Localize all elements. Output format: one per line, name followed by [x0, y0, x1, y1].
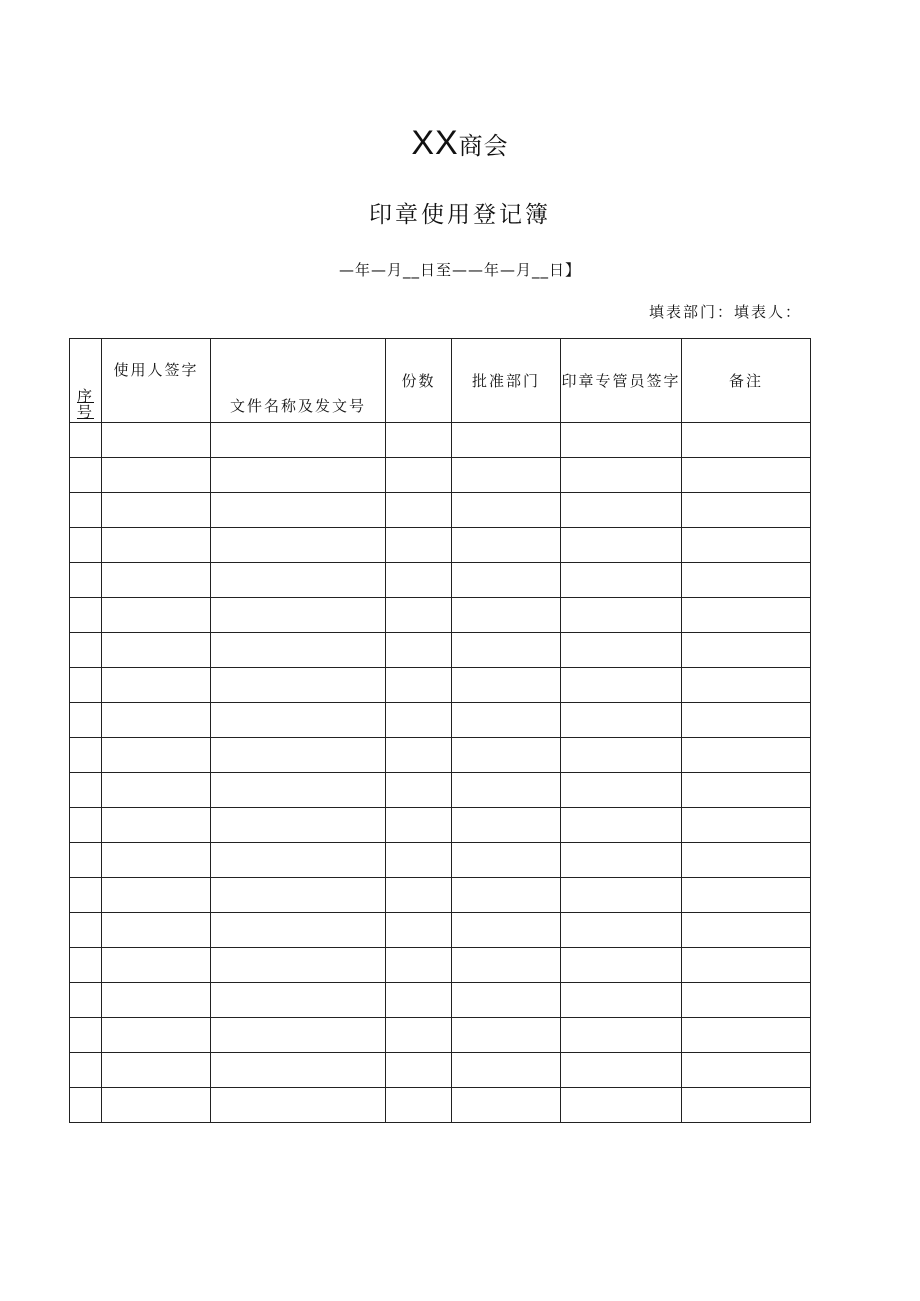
table-cell[interactable] [682, 563, 811, 598]
table-cell[interactable] [386, 528, 452, 563]
header-copies: 份数 [386, 339, 452, 423]
table-row [70, 563, 811, 598]
table-cell[interactable] [211, 598, 386, 633]
table-cell[interactable] [452, 843, 561, 878]
table-cell[interactable] [561, 458, 682, 493]
table-cell[interactable] [70, 563, 102, 598]
table-cell[interactable] [70, 633, 102, 668]
table-cell[interactable] [682, 773, 811, 808]
table-cell[interactable] [452, 598, 561, 633]
table-cell[interactable] [102, 738, 211, 773]
table-cell[interactable] [452, 808, 561, 843]
table-cell[interactable] [682, 1053, 811, 1088]
table-cell[interactable] [682, 808, 811, 843]
table-cell[interactable] [561, 843, 682, 878]
table-cell[interactable] [70, 773, 102, 808]
table-row [70, 493, 811, 528]
table-cell[interactable] [452, 773, 561, 808]
table-cell[interactable] [452, 1088, 561, 1123]
table-cell[interactable] [386, 668, 452, 703]
title-prefix: XX [411, 124, 459, 162]
table-cell[interactable] [211, 983, 386, 1018]
table-cell[interactable] [682, 598, 811, 633]
date-range: —年—月__日至——年—月__日】 [338, 261, 581, 279]
table-cell[interactable] [682, 703, 811, 738]
table-cell[interactable] [561, 703, 682, 738]
document-subtitle: 印章使用登记簿 [369, 202, 551, 228]
table-cell[interactable] [682, 668, 811, 703]
table-cell[interactable] [682, 1018, 811, 1053]
table-cell[interactable] [211, 738, 386, 773]
table-cell[interactable] [682, 633, 811, 668]
table-cell[interactable] [452, 668, 561, 703]
table-cell[interactable] [561, 493, 682, 528]
table-cell[interactable] [102, 528, 211, 563]
table-cell[interactable] [70, 913, 102, 948]
table-cell[interactable] [386, 598, 452, 633]
table-cell[interactable] [386, 878, 452, 913]
table-cell[interactable] [70, 528, 102, 563]
table-row [70, 983, 811, 1018]
table-cell[interactable] [102, 633, 211, 668]
table-cell[interactable] [561, 668, 682, 703]
table-cell[interactable] [561, 948, 682, 983]
table-cell[interactable] [211, 1018, 386, 1053]
table-cell[interactable] [386, 703, 452, 738]
table-cell[interactable] [561, 1018, 682, 1053]
table-cell[interactable] [102, 458, 211, 493]
table-cell[interactable] [561, 808, 682, 843]
table-cell[interactable] [561, 1053, 682, 1088]
table-row [70, 738, 811, 773]
table-cell[interactable] [211, 668, 386, 703]
header-approving-dept: 批准部门 [452, 339, 561, 423]
table-cell[interactable] [211, 808, 386, 843]
table-row [70, 633, 811, 668]
table-cell[interactable] [561, 773, 682, 808]
header-remarks: 备注 [682, 339, 811, 423]
table-cell[interactable] [452, 913, 561, 948]
table-cell[interactable] [70, 493, 102, 528]
table-cell[interactable] [211, 423, 386, 458]
table-cell[interactable] [70, 703, 102, 738]
table-cell[interactable] [211, 528, 386, 563]
table-cell[interactable] [561, 913, 682, 948]
table-row [70, 948, 811, 983]
table-cell[interactable] [452, 633, 561, 668]
table-cell[interactable] [70, 738, 102, 773]
table-cell[interactable] [211, 1088, 386, 1123]
table-cell[interactable] [70, 1053, 102, 1088]
table-cell[interactable] [561, 878, 682, 913]
table-cell[interactable] [70, 458, 102, 493]
header-user-signature: 使用人签字 [102, 339, 211, 423]
table-cell[interactable] [102, 598, 211, 633]
table-row [70, 843, 811, 878]
table-cell[interactable] [561, 633, 682, 668]
table-row [70, 1018, 811, 1053]
table-cell[interactable] [682, 738, 811, 773]
table-cell[interactable] [102, 773, 211, 808]
table-cell[interactable] [211, 878, 386, 913]
table-cell[interactable] [386, 633, 452, 668]
table-cell[interactable] [561, 983, 682, 1018]
document-title [0, 124, 920, 163]
table-cell[interactable] [386, 563, 452, 598]
table-cell[interactable] [102, 493, 211, 528]
table-cell[interactable] [102, 563, 211, 598]
table-cell[interactable] [386, 1018, 452, 1053]
table-cell[interactable] [70, 948, 102, 983]
table-cell[interactable] [102, 878, 211, 913]
table-cell[interactable] [561, 528, 682, 563]
table-cell[interactable] [386, 1053, 452, 1088]
table-cell[interactable] [211, 913, 386, 948]
table-row [70, 423, 811, 458]
table-cell[interactable] [682, 458, 811, 493]
table-cell[interactable] [386, 458, 452, 493]
table-row [70, 808, 811, 843]
table-cell[interactable] [211, 843, 386, 878]
table-cell[interactable] [682, 493, 811, 528]
table-row [70, 1053, 811, 1088]
table-cell[interactable] [70, 1088, 102, 1123]
table-cell[interactable] [386, 423, 452, 458]
table-cell[interactable] [70, 808, 102, 843]
table-cell[interactable] [452, 948, 561, 983]
table-cell[interactable] [682, 948, 811, 983]
table-cell[interactable] [682, 1088, 811, 1123]
table-cell[interactable] [386, 983, 452, 1018]
table-header-row [70, 339, 811, 423]
table-cell[interactable] [682, 913, 811, 948]
table-cell[interactable] [386, 808, 452, 843]
table-cell[interactable] [70, 878, 102, 913]
table-cell[interactable] [386, 1088, 452, 1123]
table-cell[interactable] [682, 843, 811, 878]
table-cell[interactable] [211, 703, 386, 738]
table-cell[interactable] [452, 1018, 561, 1053]
table-cell[interactable] [211, 633, 386, 668]
table-cell[interactable] [102, 1053, 211, 1088]
table-cell[interactable] [102, 423, 211, 458]
table-row [70, 598, 811, 633]
table-body [70, 423, 811, 1123]
title-suffix: 商会 [458, 132, 509, 160]
table-row [70, 913, 811, 948]
table-cell[interactable] [102, 1088, 211, 1123]
table-cell[interactable] [561, 738, 682, 773]
table-cell[interactable] [211, 458, 386, 493]
table-cell[interactable] [682, 528, 811, 563]
table-cell[interactable] [386, 493, 452, 528]
table-cell[interactable] [386, 738, 452, 773]
table-cell[interactable] [452, 493, 561, 528]
table-cell[interactable] [70, 843, 102, 878]
table-cell[interactable] [102, 948, 211, 983]
table-cell[interactable] [211, 773, 386, 808]
table-cell[interactable] [452, 878, 561, 913]
table-cell[interactable] [682, 423, 811, 458]
table-cell[interactable] [386, 948, 452, 983]
table-cell[interactable] [561, 1088, 682, 1123]
table-cell[interactable] [386, 913, 452, 948]
table-cell[interactable] [102, 913, 211, 948]
table-cell[interactable] [452, 528, 561, 563]
table-cell[interactable] [452, 983, 561, 1018]
table-cell[interactable] [102, 668, 211, 703]
table-row [70, 458, 811, 493]
table-cell[interactable] [70, 1018, 102, 1053]
table-row [70, 773, 811, 808]
filler-info: 填表部门：填表人： [648, 303, 802, 321]
table-cell[interactable] [102, 808, 211, 843]
table-cell[interactable] [211, 948, 386, 983]
header-file-name: 文件名称及发文号 [211, 339, 386, 423]
table-cell[interactable] [211, 493, 386, 528]
table-cell[interactable] [386, 843, 452, 878]
table-cell[interactable] [561, 563, 682, 598]
table-cell[interactable] [682, 878, 811, 913]
table-cell[interactable] [102, 983, 211, 1018]
table-cell[interactable] [102, 1018, 211, 1053]
header-seal-keeper-signature: 印章专管员签字 [561, 339, 682, 423]
table-cell[interactable] [452, 563, 561, 598]
table-cell[interactable] [70, 668, 102, 703]
table-cell[interactable] [386, 773, 452, 808]
table-cell[interactable] [70, 423, 102, 458]
table-cell[interactable] [452, 423, 561, 458]
table-cell[interactable] [102, 703, 211, 738]
table-cell[interactable] [452, 703, 561, 738]
table-row [70, 1088, 811, 1123]
table-cell[interactable] [211, 1053, 386, 1088]
table-row [70, 878, 811, 913]
table-cell[interactable] [452, 738, 561, 773]
table-cell[interactable] [70, 598, 102, 633]
table-cell[interactable] [102, 843, 211, 878]
table-cell[interactable] [70, 983, 102, 1018]
table-row [70, 668, 811, 703]
table-cell[interactable] [452, 458, 561, 493]
register-table [69, 338, 811, 1123]
header-seq: 序号 [70, 339, 102, 423]
table-row [70, 703, 811, 738]
table-cell[interactable] [211, 563, 386, 598]
table-cell[interactable] [561, 598, 682, 633]
table-cell[interactable] [452, 1053, 561, 1088]
table-cell[interactable] [561, 423, 682, 458]
table-cell[interactable] [682, 983, 811, 1018]
table-row [70, 528, 811, 563]
